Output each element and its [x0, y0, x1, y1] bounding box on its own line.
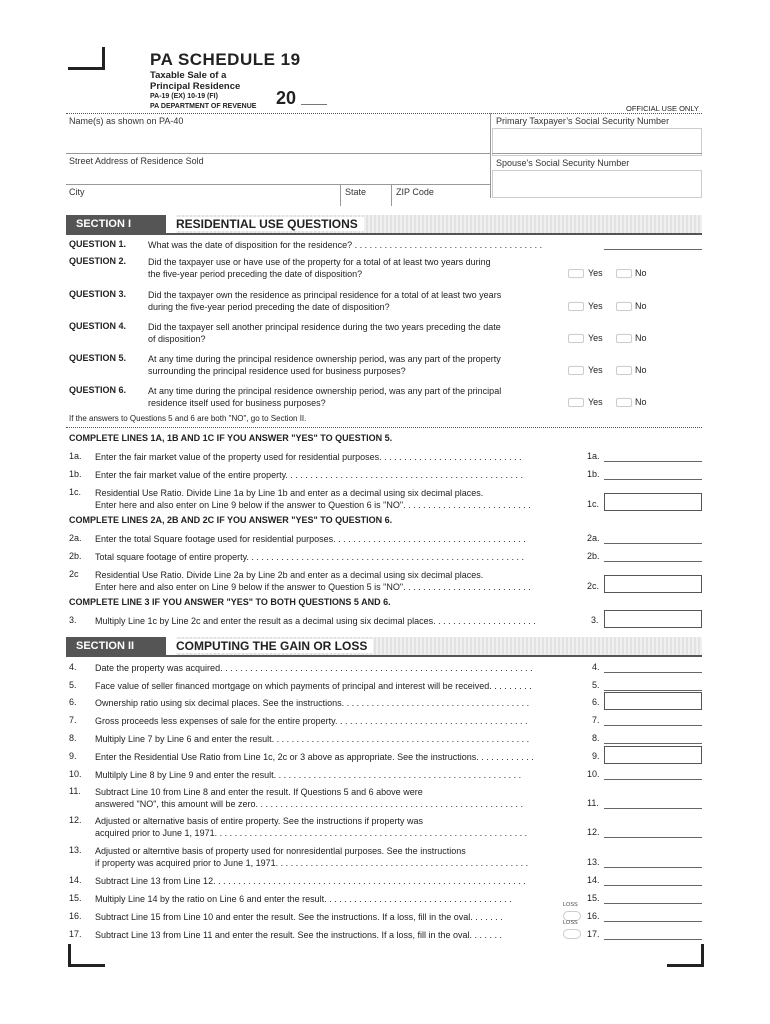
section-2-title	[176, 637, 702, 655]
names-input[interactable]	[66, 127, 488, 153]
line-14-input[interactable]	[604, 885, 702, 886]
line-9-text: Enter the Residential Use Ratio from Line 1c, 2c or 3 above as appropriate. See the instructions. . . . . . . . . . . .	[95, 752, 534, 762]
line-10-text: Multilply Line 8 by Line 9 and enter the result. . . . . . . . . . . . . . . . . . . . . . . . . . . . . . . . . . . . . . . . . . . . . . . . . .	[95, 770, 522, 780]
section-1-rule	[66, 233, 702, 235]
question-4-label: QUESTION 4.	[69, 321, 127, 331]
question-2-no-checkbox[interactable]	[616, 269, 632, 278]
question-2-label: QUESTION 2.	[69, 256, 127, 266]
line-4-number: 4.	[69, 662, 77, 672]
line-12-text-1: Adjusted or alternative basis of entire property. See the instructions if property was	[95, 816, 423, 826]
line-7-text: Gross proceeds less expenses of sale for the entire property. . . . . . . . . . . . . . . . . . . . . . . . . . . . . . . . . . . . . . .	[95, 716, 528, 726]
question-5-label: QUESTION 5.	[69, 353, 127, 363]
spouse-ssn-label: Spouse's Social Security Number	[496, 158, 630, 168]
city-state-divider	[340, 184, 341, 206]
line-7-number: 7.	[69, 715, 77, 725]
line-15-text: Multiply Line 14 by the ratio on Line 6 and enter the result. . . . . . . . . . . . . . . . . . . . . . . . . . . . . . . . . . . . . .	[95, 894, 512, 904]
question-1-text: What was the date of disposition for the residence? . . . . . . . . . . . . . . . . . . . . . . . . . . . . . . . . . . . . . .	[148, 240, 543, 250]
line-17-input[interactable]	[604, 939, 702, 940]
line-13-text-2: if property was acquired prior to June 1, 1971. . . . . . . . . . . . . . . . . . . . . . . . . . . . . . . . . . . . . . . . . . . . . . . . . . .	[95, 858, 529, 868]
line-12-ref: 12.	[587, 827, 600, 837]
question-3-no-checkbox[interactable]	[616, 302, 632, 311]
line-9-input[interactable]	[604, 746, 702, 764]
question-5-no-label: No	[635, 365, 647, 375]
question-2-text-2: the five-year period preceding the date of disposition?	[148, 269, 363, 279]
question-5-no-checkbox[interactable]	[616, 366, 632, 375]
section-1-title	[176, 215, 702, 233]
line-5-input[interactable]	[604, 690, 702, 691]
line-1b-ref: 1b.	[587, 469, 600, 479]
line-13-ref: 13.	[587, 857, 600, 867]
line-15-number: 15.	[69, 893, 82, 903]
line-1a-input[interactable]	[604, 461, 702, 462]
line-15-ref: 15.	[587, 893, 600, 903]
line-4-text: Date the property was acquired. . . . . . . . . . . . . . . . . . . . . . . . . . . . . . . . . . . . . . . . . . . . . . . . . . . . . . . . . . . . . . .	[95, 663, 533, 673]
line-3-input[interactable]	[604, 610, 702, 628]
question-5-yes-label: Yes	[588, 365, 603, 375]
question-1-input[interactable]	[604, 249, 702, 250]
question-4-yes-label: Yes	[588, 333, 603, 343]
question-2-no-label: No	[635, 268, 647, 278]
line-16-text: Subtract Line 15 from Line 10 and enter the result. See the instructions. If a loss, fill in the oval. . . . . . .	[95, 912, 503, 922]
line-5-ref: 5.	[592, 680, 600, 690]
section-2-rule	[66, 655, 702, 657]
line-12-input[interactable]	[604, 837, 702, 838]
section-1-tag: SECTION I	[66, 215, 166, 233]
question-4-text-1: Did the taxpayer sell another principal residence during the two years preceding the date	[148, 322, 501, 332]
line-2a-text: Enter the total Square footage used for residential purposes. . . . . . . . . . . . . . . . . . . . . . . . . . . . . . . . . . . . . . .	[95, 534, 526, 544]
heading-lines-2: COMPLETE LINES 2A, 2B AND 2C IF YOU ANSWER "YES" TO QUESTION 6.	[69, 515, 393, 525]
question-3-yes-checkbox[interactable]	[568, 302, 584, 311]
heading-lines-1: COMPLETE LINES 1A, 1B AND 1C IF YOU ANSWER "YES" TO QUESTION 5.	[69, 433, 393, 443]
question-6-no-checkbox[interactable]	[616, 398, 632, 407]
line-14-number: 14.	[69, 875, 82, 885]
section-2-header	[66, 637, 702, 655]
line-13-number: 13.	[69, 845, 82, 855]
line-17-ref: 17.	[587, 929, 600, 939]
line-2b-ref: 2b.	[587, 551, 600, 561]
line-5-number: 5.	[69, 680, 77, 690]
line-2b-number: 2b.	[69, 551, 82, 561]
line-2a-ref: 2a.	[587, 533, 600, 543]
question-5-text-1: At any time during the principal residence ownership period, was any part of the property	[148, 354, 501, 364]
line-10-ref: 10.	[587, 769, 600, 779]
line-16-ref: 16.	[587, 911, 600, 921]
question-5-text-2: surrounding the principal residence used for business purposes?	[148, 366, 406, 376]
line-17-number: 17.	[69, 929, 82, 939]
info-top-rule	[66, 113, 702, 114]
corner-mark-bottom-left	[68, 944, 105, 967]
question-3-label: QUESTION 3.	[69, 289, 127, 299]
line-14-text: Subtract Line 13 from Line 12. . . . . . . . . . . . . . . . . . . . . . . . . . . . . . . . . . . . . . . . . . . . . . . . . . . . . . . . . . . . . . .	[95, 876, 526, 886]
line-6-text: Ownership ratio using six decimal places. See the instructions. . . . . . . . . . . . . . . . . . . . . . . . . . . . . . . . . . . . . .	[95, 698, 530, 708]
street-rule	[492, 153, 702, 154]
line-5-text: Face value of seller financed mortgage on which payments of principal and interest will be received. . . . . . . . .	[95, 681, 532, 691]
line-13-text-1: Adjusted or alterntive basis of property used for nonresidentlal purposes. See the instructions	[95, 846, 466, 856]
line-12-text-2: acquired prior to June 1, 1971. . . . . . . . . . . . . . . . . . . . . . . . . . . . . . . . . . . . . . . . . . . . . . . . . . . . . . . . . . . . . . .	[95, 828, 528, 838]
question-4-text-2: of disposition?	[148, 334, 206, 344]
line-2c-input[interactable]	[604, 575, 702, 593]
question-6-no-label: No	[635, 397, 647, 407]
line-10-number: 10.	[69, 769, 82, 779]
department-name: PA DEPARTMENT OF REVENUE	[150, 103, 257, 110]
zip-input[interactable]	[393, 197, 488, 207]
question-3-text-1: Did the taxpayer own the residence as principal residence for a total of at least two years	[148, 290, 502, 300]
line-2c-ref: 2c.	[587, 581, 600, 591]
line-1b-text: Enter the fair market value of the entire property. . . . . . . . . . . . . . . . . . . . . . . . . . . . . . . . . . . . . . . . . . . . . . . .	[95, 470, 523, 480]
line-13-input[interactable]	[604, 867, 702, 868]
line-11-ref: 11.	[587, 798, 599, 808]
street-label: Street Address of Residence Sold	[69, 156, 204, 166]
city-input[interactable]	[66, 197, 338, 207]
form-subtitle-2: Principal Residence	[150, 81, 241, 92]
city-label: City	[69, 187, 85, 197]
line-1a-number: 1a.	[69, 451, 82, 461]
line-9-ref: 9.	[592, 751, 600, 761]
line-17-loss-oval[interactable]	[563, 929, 581, 939]
line-9-number: 9.	[69, 751, 77, 761]
line-16-input[interactable]	[604, 921, 702, 922]
line-1c-ref: 1c.	[587, 499, 600, 509]
form-code: PA-19 (EX) 10-19 (FI)	[150, 93, 218, 100]
section-2-tag: SECTION II	[66, 637, 166, 655]
line-15-input[interactable]	[604, 903, 702, 904]
corner-mark-top-left	[68, 47, 105, 70]
line-14-ref: 14.	[587, 875, 600, 885]
question-5-yes-checkbox[interactable]	[568, 366, 584, 375]
question-2-text-1: Did the taxpayer use or have use of the property for a total of at least two years during	[148, 257, 491, 267]
official-use-label: OFFICIAL USE ONLY	[626, 104, 699, 113]
question-6-label: QUESTION 6.	[69, 385, 127, 395]
corner-mark-bottom-right	[667, 944, 704, 967]
form-title: PA SCHEDULE 19	[150, 50, 301, 69]
question-4-no-checkbox[interactable]	[616, 334, 632, 343]
line-6-number: 6.	[69, 697, 77, 707]
line-17-text: Subtract Line 13 from Line 11 and enter the result. See the instructions. If a loss, fill in the oval. . . . . . .	[95, 930, 503, 940]
line-3-number: 3.	[69, 615, 77, 625]
question-1-label: QUESTION 1.	[69, 239, 127, 249]
line-4-ref: 4.	[592, 662, 600, 672]
line-11-text-2: answered "NO", this amount will be zero. . . . . . . . . . . . . . . . . . . . . . . . . . . . . . . . . . . . . . . . . . . . . . . . . . . . . .	[95, 799, 524, 809]
section-1-header	[66, 215, 702, 233]
tax-year-prefix: 20	[276, 88, 297, 108]
line-16-number: 16.	[69, 911, 82, 921]
line-3-text: Multiply Line 1c by Line 2c and enter the result as a decimal using six decimal places. . . . . . . . . . . . . . . . . . . . .	[95, 616, 536, 626]
question-4-no-label: No	[635, 333, 647, 343]
line-1c-text-2: Enter here and also enter on Line 9 below if the answer to Question 6 is "NO". . . . . . . . . . . . . . . . . . . . . . . . . .	[95, 500, 531, 510]
question-3-yes-label: Yes	[588, 301, 603, 311]
line-1b-input[interactable]	[604, 479, 702, 480]
line-17-loss-label: LOSS	[563, 920, 578, 926]
section-2-title-text: COMPUTING THE GAIN OR LOSS	[176, 639, 373, 653]
street-bottom-rule	[66, 184, 490, 185]
names-rule	[66, 153, 490, 154]
line-2c-text-1: Residential Use Ratio. Divide Line 2a by Line 2b and enter as a decimal using six decimal places.	[95, 570, 484, 580]
state-label: State	[345, 187, 367, 197]
question-6-yes-checkbox[interactable]	[568, 398, 584, 407]
line-11-input[interactable]	[604, 808, 702, 809]
line-8-text: Multiply Line 7 by Line 6 and enter the result. . . . . . . . . . . . . . . . . . . . . . . . . . . . . . . . . . . . . . . . . . . . . . . . . . . .	[95, 734, 530, 744]
state-zip-divider	[391, 184, 392, 206]
line-2c-number: 2c	[69, 569, 79, 579]
spouse-ssn-input[interactable]	[492, 170, 702, 198]
line-2b-input[interactable]	[604, 561, 702, 562]
section-1-mid-rule	[66, 427, 702, 428]
line-6-ref: 6.	[592, 697, 600, 707]
state-input[interactable]	[342, 197, 389, 207]
line-4-input[interactable]	[604, 672, 702, 673]
line-2b-text: Total square footage of entire property. . . . . . . . . . . . . . . . . . . . . . . . . . . . . . . . . . . . . . . . . . . . . . . . . . . . . . . .	[95, 552, 524, 562]
question-3-no-label: No	[635, 301, 647, 311]
line-12-number: 12.	[69, 815, 82, 825]
line-1c-number: 1c.	[69, 487, 82, 497]
line-11-text-1: Subtract Line 10 from Line 8 and enter the result. If Questions 5 and 6 above were	[95, 787, 423, 797]
question-3-text-2: during the five-year period preceding the date of disposition?	[148, 302, 390, 312]
question-6-yes-label: Yes	[588, 397, 603, 407]
names-label: Name(s) as shown on PA-40	[69, 116, 184, 126]
zip-label: ZIP Code	[396, 187, 434, 197]
line-7-input[interactable]	[604, 725, 702, 726]
line-8-ref: 8.	[592, 733, 600, 743]
primary-ssn-label: Primary Taxpayer’s Social Security Number	[496, 116, 670, 126]
section-1-title-text: RESIDENTIAL USE QUESTIONS	[176, 217, 364, 231]
question-6-text-1: At any time during the principal residence ownership period, was any part of the principal	[148, 386, 502, 396]
line-2c-text-2: Enter here and also enter on Line 9 below if the answer to Question 5 is "NO". . . . . . . . . . . . . . . . . . . . . . . . . .	[95, 582, 531, 592]
primary-ssn-input[interactable]	[492, 128, 702, 156]
line-11-number: 11.	[69, 786, 81, 796]
line-7-ref: 7.	[592, 715, 600, 725]
line-3-ref: 3.	[591, 615, 599, 625]
line-1c-text-1: Residential Use Ratio. Divide Line 1a by Line 1b and enter as a decimal using six decimal places.	[95, 488, 484, 498]
line-2a-input[interactable]	[604, 543, 702, 544]
line-6-input[interactable]	[604, 692, 702, 710]
info-divider	[490, 113, 491, 198]
line-16-loss-label: LOSS	[563, 902, 578, 908]
question-6-text-2: residence itself used for business purposes?	[148, 398, 326, 408]
line-1a-ref: 1a.	[587, 451, 600, 461]
line-2a-number: 2a.	[69, 533, 82, 543]
section-1-note: If the answers to Questions 5 and 6 are both "NO", go to Section II.	[69, 414, 307, 423]
line-1a-text: Enter the fair market value of the property used for residential purposes. . . . . . . . . . . . . . . . . . . . . . . . . . . . .	[95, 452, 522, 462]
street-input[interactable]	[66, 167, 488, 184]
heading-line-3: COMPLETE LINE 3 IF YOU ANSWER "YES" TO BOTH QUESTIONS 5 AND 6.	[69, 597, 391, 607]
form-subtitle-1: Taxable Sale of a	[150, 70, 227, 81]
tax-year-input[interactable]	[301, 104, 327, 105]
line-10-input[interactable]	[604, 779, 702, 780]
line-1c-input[interactable]	[604, 493, 702, 511]
question-4-yes-checkbox[interactable]	[568, 334, 584, 343]
line-8-number: 8.	[69, 733, 77, 743]
line-8-input[interactable]	[604, 743, 702, 744]
question-2-yes-label: Yes	[588, 268, 603, 278]
question-2-yes-checkbox[interactable]	[568, 269, 584, 278]
line-1b-number: 1b.	[69, 469, 82, 479]
